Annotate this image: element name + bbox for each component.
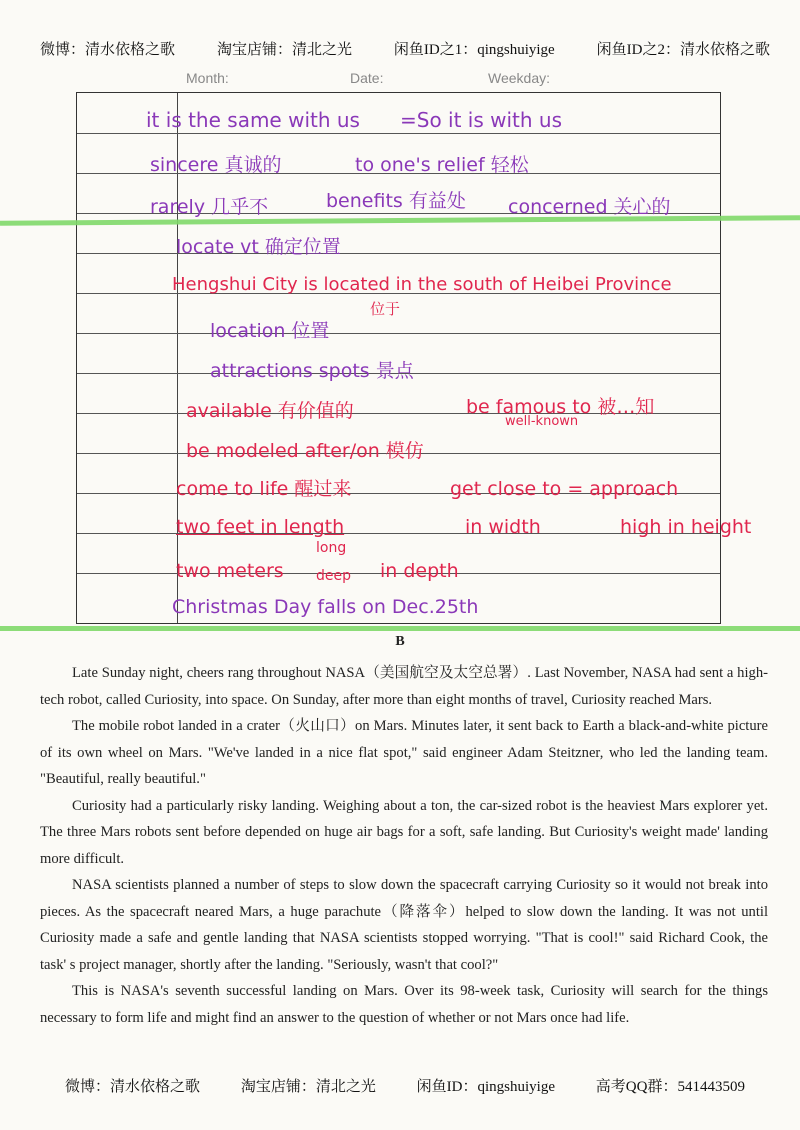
xianyu2-label: 闲鱼ID之2：清水依格之歌 <box>596 42 770 58</box>
note-annotation: well-known <box>505 414 579 429</box>
taobao-label: 淘宝店铺：清北之光 <box>240 1079 376 1095</box>
note-line: high in height <box>620 516 752 538</box>
bottom-watermark-bar <box>65 1075 745 1096</box>
ruled-line <box>77 253 720 254</box>
note-annotation: 位于 <box>370 300 401 318</box>
note-line: come to life 醒过来 <box>176 478 352 500</box>
note-line: in width <box>465 516 541 538</box>
ruled-line <box>77 133 720 134</box>
reading-passage <box>40 660 768 1031</box>
note-line: rarely 几乎不 <box>150 196 269 218</box>
weekday-label: Weekday: <box>488 70 550 86</box>
note-line: locate vt 确定位置 <box>176 236 341 258</box>
note-line: in depth <box>380 560 459 582</box>
note-line: two meters <box>176 560 284 582</box>
month-label: Month: <box>186 70 229 86</box>
note-line: two feet in length <box>176 516 345 538</box>
note-line: Christmas Day falls on Dec.25th <box>172 596 479 618</box>
note-line: concerned 关心的 <box>508 196 671 218</box>
note-line: it is the same with us <box>146 108 360 132</box>
taobao-label: 淘宝店铺：清北之光 <box>216 42 352 58</box>
note-line: benefits 有益处 <box>326 190 466 212</box>
ruled-line <box>77 333 720 334</box>
qq-group-label: 高考QQ群：541443509 <box>595 1079 745 1095</box>
paragraph: Curiosity had a particularly risky landing. Weighing about a ton, the car-sized robot is the heaviest Mars explorer yet. The three Mars robots sent before depended on huge air bags for a soft, safe landing. But Curiosity's weight made' landing more difficult. <box>40 797 768 867</box>
top-watermark-bar <box>40 38 770 59</box>
section-label: B <box>395 634 405 649</box>
note-line: attractions spots 景点 <box>210 360 414 382</box>
paragraph: NASA scientists planned a number of steps to slow down the spacecraft carrying Curiosity so it would not break into pieces. As the spacecraft neared Mars, a huge parachute（降落伞）helped to slow down the landing. It was not until Curiosity made a safe and gentle landing that NASA scientists stopped worrying. "That is cool!" said Richard Cook, the task' s project manager, shortly after the landing. "Seriously, wasn't that cool?" <box>40 877 768 973</box>
note-line: get close to = approach <box>450 478 679 500</box>
paragraph: This is NASA's seventh successful landing on Mars. Over its 98-week task, Curiosity will search for the things necessary to form life and might find an answer to the question of whether or not Mars once had life. <box>40 983 768 1026</box>
paragraph: The mobile robot landed in a crater（火山口）on Mars. Minutes later, it sent back to Earth a black-and-white picture of its own wheel on Mars. "We've landed in a nice flat spot," said engineer Adam Steitzner, who led the landing team. "Beautiful, really beautiful." <box>40 718 768 787</box>
note-line: Hengshui City is located in the south of Heibei Province <box>172 274 672 295</box>
note-annotation: deep <box>316 568 351 584</box>
note-annotation: long <box>316 540 347 556</box>
note-line: be famous to 被…知 <box>466 396 655 418</box>
note-line: location 位置 <box>210 320 330 342</box>
paragraph: Late Sunday night, cheers rang throughout NASA（美国航空及太空总署）. Last November, NASA had sent a high-tech robot, called Curiosity, into space. On Sunday, after more than eight months of travel, Curiosity reached Mars. <box>40 665 768 708</box>
date-label: Date: <box>350 70 384 86</box>
xianyu-label: 闲鱼ID：qingshuiyige <box>416 1079 555 1095</box>
weibo-label: 微博：清水依格之歌 <box>40 42 176 58</box>
weibo-label: 微博：清水依格之歌 <box>65 1079 201 1095</box>
note-line: to one's relief 轻松 <box>355 154 529 176</box>
note-line: =So it is with us <box>400 108 563 132</box>
note-line: sincere 真诚的 <box>150 154 282 176</box>
note-line: available 有价值的 <box>186 400 354 422</box>
xianyu1-label: 闲鱼ID之1：qingshuiyige <box>393 42 555 58</box>
note-line: be modeled after/on 模仿 <box>186 440 424 462</box>
green-highlight-line <box>0 626 800 631</box>
